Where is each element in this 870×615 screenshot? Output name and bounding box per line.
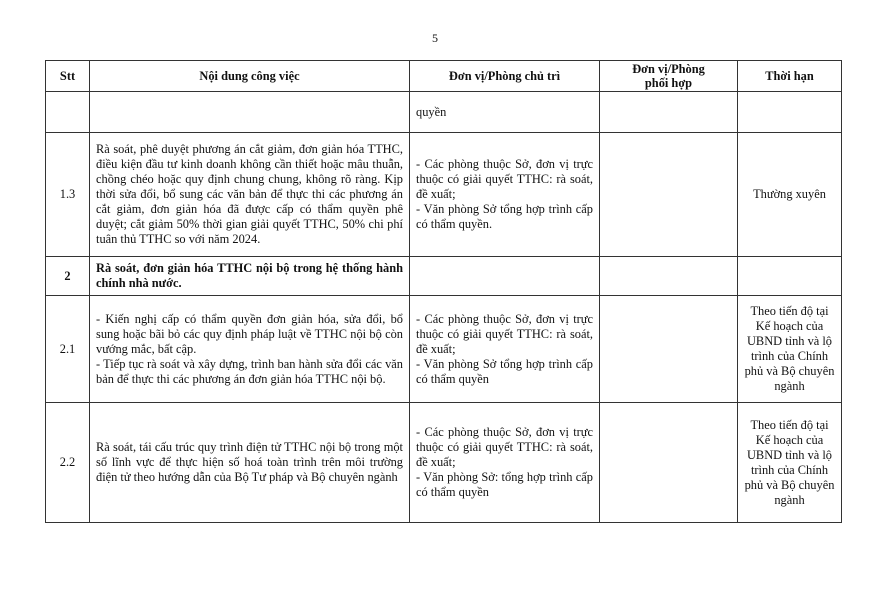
table-row (46, 296, 842, 403)
cell-coop-unit (600, 257, 738, 296)
cell-stt: 2 (46, 257, 90, 296)
cell-coop-unit (600, 133, 738, 257)
cell-deadline (738, 257, 842, 296)
header-content: Nội dung công việc (90, 61, 410, 92)
table-row (46, 257, 842, 296)
header-coop-unit (600, 61, 738, 92)
table-row (46, 92, 842, 133)
cell-lead-unit: quyền (410, 92, 600, 133)
cell-content: Rà soát, đơn giản hóa TTHC nội bộ trong hệ thống hành chính nhà nước. (90, 257, 410, 296)
cell-content (90, 296, 410, 403)
cell-coop-unit (600, 92, 738, 133)
header-coop-unit-line2: phối hợp (644, 76, 693, 90)
cell-content (90, 92, 410, 133)
page-number: 5 (432, 31, 438, 45)
cell-content: Rà soát, tái cấu trúc quy trình điện tử TTHC nội bộ trong một số lĩnh vực để thực hiện số hoá toàn trình trên môi trường điện tử theo hướng dẫn của Bộ Tư pháp và Bộ chuyên ngành (90, 403, 410, 523)
cell-deadline (738, 92, 842, 133)
header-stt: Stt (46, 61, 90, 92)
lead-unit-line: - Các phòng thuộc Sở, đơn vị trực thuộc có giải quyết TTHC: rà soát, đề xuất; (416, 157, 593, 201)
header-deadline: Thời hạn (738, 61, 842, 92)
table-header-row (46, 61, 842, 92)
header-lead-unit: Đơn vị/Phòng chủ trì (410, 61, 600, 92)
table-row (46, 133, 842, 257)
content-line: - Kiến nghị cấp có thẩm quyền đơn giản hóa, sửa đổi, bổ sung hoặc bãi bỏ các quy định pháp luật về TTHC nội bộ còn vướng mắc, bất cập. (96, 311, 403, 356)
lead-unit-line: - Văn phòng Sở tổng hợp trình cấp có thẩm quyền (416, 356, 593, 386)
cell-stt: 2.1 (46, 296, 90, 403)
lead-unit-line: - Các phòng thuộc Sở, đơn vị trực thuộc có giải quyết TTHC: rà soát, đề xuất; (416, 425, 593, 469)
content-line: - Tiếp tục rà soát và xây dựng, trình ban hành sửa đổi các văn bản để thực thi các phương án đơn giản hóa TTHC nội bộ. (96, 356, 403, 386)
lead-unit-line: - Các phòng thuộc Sở, đơn vị trực thuộc có giải quyết TTHC: rà soát, đề xuất; (416, 311, 593, 356)
cell-lead-unit (410, 403, 600, 523)
cell-deadline: Theo tiến độ tại Kế hoạch của UBND tỉnh và lộ trình của Chính phủ và Bộ chuyên ngành (738, 403, 842, 523)
cell-lead-unit (410, 133, 600, 257)
cell-stt: 2.2 (46, 403, 90, 523)
task-table (45, 60, 842, 523)
cell-lead-unit (410, 296, 600, 403)
cell-coop-unit (600, 296, 738, 403)
lead-unit-line: - Văn phòng Sở: tổng hợp trình cấp có thẩm quyền (416, 470, 593, 499)
cell-stt (46, 92, 90, 133)
table-row (46, 403, 842, 523)
cell-coop-unit (600, 403, 738, 523)
cell-content: Rà soát, phê duyệt phương án cắt giảm, đơn giản hóa TTHC, điều kiện đầu tư kinh doanh không cần thiết hoặc mâu thuẫn, chồng chéo hoặc quy định chung chung, không rõ ràng. Kịp thời sửa đổi, bổ sung các văn bản để thực thi các phương án cắt giảm, đơn giản hóa đã được cấp có thẩm quyền phê duyệt; cắt giảm 50% thời gian giải quyết TTHC, 50% chi phí tuân thủ TTHC so với năm 2024. (90, 133, 410, 257)
header-coop-unit-line1: Đơn vị/Phòng (632, 62, 705, 76)
cell-deadline: Thường xuyên (738, 133, 842, 257)
cell-deadline: Theo tiến độ tại Kế hoạch của UBND tỉnh và lộ trình của Chính phủ và Bộ chuyên ngành (738, 296, 842, 403)
cell-lead-unit (410, 257, 600, 296)
lead-unit-line: - Văn phòng Sở tổng hợp trình cấp có thẩm quyền. (416, 202, 593, 231)
cell-stt: 1.3 (46, 133, 90, 257)
